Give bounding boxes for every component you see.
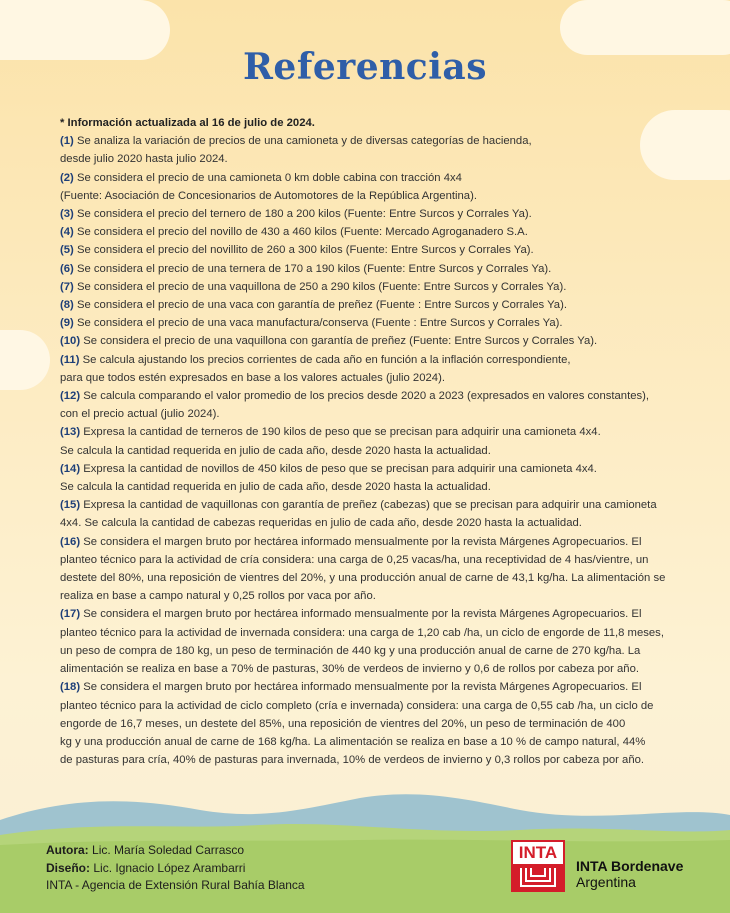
reference-text: planteo técnico para la actividad de ciclo completo (cría e invernada) considera: una carga de 0,55 cab /ha, un ciclo de: [60, 699, 654, 712]
reference-text: Se considera el precio del novillo de 430 a 460 kilos (Fuente: Mercado Agroganadero S.A.: [76, 226, 528, 239]
reference-line: [60, 715, 692, 733]
reference-line: [60, 605, 692, 623]
reference-number: (4): [60, 226, 74, 239]
reference-line: [60, 187, 692, 205]
reference-line: [60, 387, 692, 405]
reference-text: Se considera el precio del novillito de 260 a 300 kilos (Fuente: Entre Surcos y Corrales Ya).: [76, 244, 534, 257]
inta-logo-symbol: [513, 864, 563, 890]
reference-line: [60, 241, 692, 259]
reference-line: [60, 533, 692, 551]
reference-text: Se considera el precio del ternero de 180 a 200 kilos (Fuente: Entre Surcos y Corrales Ya).: [76, 208, 532, 221]
reference-number: (3): [60, 208, 74, 221]
reference-text: Expresa la cantidad de novillos de 450 kilos de peso que se precisan para adquirir una camioneta 4x4.: [83, 462, 597, 475]
reference-text: Se calcula la cantidad requerida en julio de cada año, desde 2020 hasta la actualidad.: [60, 444, 491, 457]
reference-text: Se considera el margen bruto por hectárea informado mensualmente por la revista Márgenes Agropecuarios. El: [83, 681, 642, 694]
reference-line: [60, 423, 692, 441]
reference-line: [60, 314, 692, 332]
reference-text: desde julio 2020 hasta julio 2024.: [60, 153, 228, 166]
reference-text: planteo técnico para la actividad de cría considera: una carga de 0,25 vacas/ha, una receptividad de 4 has/vientre, un: [60, 553, 649, 566]
reference-line: [60, 624, 692, 642]
reference-line: [60, 278, 692, 296]
reference-number: (14): [60, 462, 81, 475]
reference-number: (2): [60, 171, 74, 184]
reference-number: (15): [60, 499, 81, 512]
reference-line: [60, 223, 692, 241]
reference-line: [60, 478, 692, 496]
author-label: Autora:: [46, 843, 89, 857]
reference-line: [60, 332, 692, 350]
reference-text: Se considera el precio de una vaquillona con garantía de preñez (Fuente: Entre Surcos y Corrales Ya).: [83, 335, 598, 348]
reference-number: (9): [60, 317, 74, 330]
reference-text: Se calcula comparando el valor promedio de los precios desde 2020 a 2023 (expresados en valores constantes),: [83, 390, 650, 403]
reference-text: alimentación se realiza en base a 70% de pasturas, 30% de verdeos de invierno y 0,6 de rollos por cabeza por año.: [60, 663, 640, 676]
reference-number: (5): [60, 244, 74, 257]
brand-name: [576, 858, 683, 890]
reference-number: (10): [60, 335, 81, 348]
reference-text: Se calcula la cantidad requerida en julio de cada año, desde 2020 hasta la actualidad.: [60, 481, 491, 494]
reference-text: de pasturas para cría, 40% de pasturas para invernada, 10% de verdeos de invierno y 0,3 rollos por cabeza por año.: [60, 754, 645, 767]
reference-line: [60, 205, 692, 223]
reference-text: realiza en base a campo natural y 0,25 rollos por vaca por año.: [60, 590, 376, 603]
reference-text: Expresa la cantidad de terneros de 190 kilos de peso que se precisan para adquirir una camioneta 4x4.: [83, 426, 601, 439]
reference-text: para que todos estén expresados en base a los valores actuales (julio 2024).: [60, 371, 445, 384]
reference-line: [60, 460, 692, 478]
reference-number: (12): [60, 390, 81, 403]
reference-number: (11): [60, 353, 80, 366]
reference-line: [60, 660, 692, 678]
reference-text: Se considera el precio de una vaquillona de 250 a 290 kilos (Fuente: Entre Surcos y Corrales Ya).: [76, 280, 567, 293]
reference-line: [60, 733, 692, 751]
reference-line: [60, 587, 692, 605]
reference-line: [60, 260, 692, 278]
reference-number: (16): [60, 535, 81, 548]
reference-line: [60, 442, 692, 460]
reference-text: Se considera el precio de una ternera de 170 a 190 kilos (Fuente: Entre Surcos y Corrales Ya).: [76, 262, 552, 275]
design-name: Lic. Ignacio López Arambarri: [93, 860, 246, 875]
reference-text: engorde de 16,7 meses, un destete del 85%, una reposición de vientres del 20%, un peso de terminación de 400: [60, 717, 626, 730]
reference-text: un peso de compra de 180 kg, un peso de terminación de 440 kg y una producción anual de carne de 270 kg/ha. La: [60, 644, 641, 657]
reference-number: (13): [60, 426, 81, 439]
reference-number: (7): [60, 280, 74, 293]
reference-line: [60, 642, 692, 660]
reference-line: [60, 369, 692, 387]
reference-line: [60, 496, 692, 514]
reference-number: (17): [60, 608, 81, 621]
update-note: * Información actualizada al 16 de julio de 2024.: [60, 117, 315, 129]
reference-text: Se calcula ajustando los precios corrientes de cada año en función a la inflación correspondiente,: [82, 353, 571, 366]
reference-number: (1): [60, 135, 74, 148]
reference-line: [60, 132, 692, 150]
reference-number: (6): [60, 262, 74, 275]
agency-name: INTA - Agencia de Extensión Rural Bahía Blanca: [46, 878, 305, 892]
reference-line: [60, 514, 692, 532]
inta-logo-text: INTA: [513, 842, 563, 864]
reference-text: con el precio actual (julio 2024).: [60, 408, 220, 421]
reference-text: Se analiza la variación de precios de una camioneta y de diversas categorías de hacienda,: [76, 135, 532, 148]
reference-text: Se considera el precio de una camioneta 0 km doble cabina con tracción 4x4: [76, 171, 462, 184]
reference-text: Se considera el margen bruto por hectárea informado mensualmente por la revista Márgenes Agropecuarios. El: [83, 608, 642, 621]
reference-text: Se considera el precio de una vaca con garantía de preñez (Fuente : Entre Surcos y Corrales Ya).: [76, 299, 567, 312]
reference-line: [60, 569, 692, 587]
design-label: Diseño:: [46, 860, 91, 875]
brand-line-1: INTA Bordenave: [576, 858, 684, 874]
reference-text: destete del 80%, una reposición de vientres del 20%, y una producción anual de carne de 43,1 kg/ha. La alimentación se: [60, 572, 666, 585]
reference-line: [60, 697, 692, 715]
reference-text: kg y una producción anual de carne de 168 kg/ha. La alimentación se realiza en base a 10 % de campo natural, 44%: [60, 735, 646, 748]
reference-text: Se considera el precio de una vaca manufactura/conserva (Fuente : Entre Surcos y Corrales Ya).: [76, 317, 563, 330]
inta-logo: [511, 840, 565, 892]
reference-text: Se considera el margen bruto por hectárea informado mensualmente por la revista Márgenes Agropecuarios. El: [83, 535, 642, 548]
brand-line-2: Argentina: [576, 874, 636, 890]
reference-text: Expresa la cantidad de vaquillonas con garantía de preñez (cabezas) que se precisan para adquirir una camioneta: [83, 499, 657, 512]
references-list: [60, 114, 692, 769]
reference-line: [60, 150, 692, 168]
reference-line: [60, 405, 692, 423]
reference-text: 4x4. Se calcula la cantidad de cabezas requeridas en julio de cada año, desde 2020 hasta la actualidad.: [60, 517, 582, 530]
reference-text: planteo técnico para la actividad de invernada considera: una carga de 1,20 cab /ha, un ciclo de engorde de 11,8 meses,: [60, 626, 664, 639]
reference-number: (8): [60, 299, 74, 312]
credits: [46, 842, 305, 895]
page-title: Referencias: [243, 46, 487, 88]
reference-line: [60, 169, 692, 187]
reference-line: [60, 678, 692, 696]
reference-line: [60, 751, 692, 769]
reference-number: (18): [60, 681, 81, 694]
reference-text: (Fuente: Asociación de Concesionarios de Automotores de la República Argentina).: [60, 189, 477, 202]
author-name: Lic. María Soledad Carrasco: [92, 843, 245, 857]
reference-line: [60, 351, 692, 369]
reference-line: [60, 296, 692, 314]
reference-line: [60, 551, 692, 569]
